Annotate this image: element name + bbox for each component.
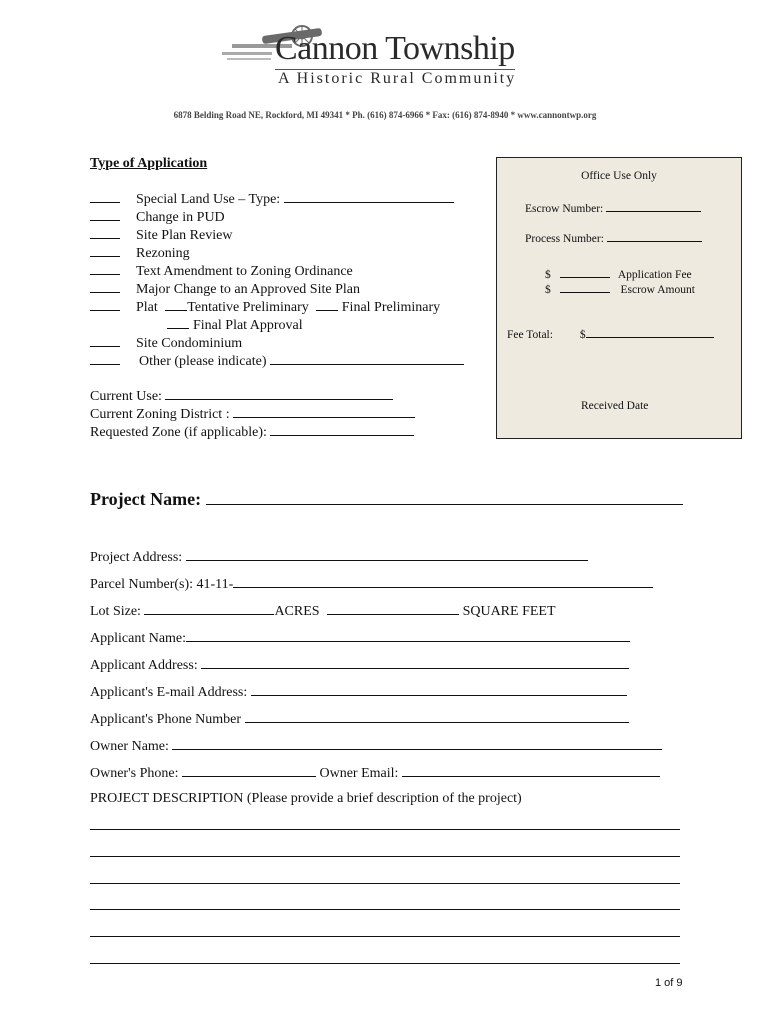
type-of-application-heading: Type of Application xyxy=(90,156,208,171)
fee-total-row: Fee Total: $ xyxy=(507,327,714,341)
checkbox-blank[interactable] xyxy=(90,226,120,239)
logo-title: Cannon Township xyxy=(275,30,515,67)
process-number-field[interactable] xyxy=(607,231,702,242)
current-use-row: Current Use: xyxy=(90,387,393,405)
owner-name-field[interactable] xyxy=(172,737,662,750)
page-number: 1 of 9 xyxy=(655,977,683,989)
township-address: 6878 Belding Road NE, Rockford, MI 49341 * Ph. (616) 874-6966 * Fax: (616) 874-8940 * www.cannontwp.org xyxy=(173,110,597,120)
applicant-email-field[interactable] xyxy=(251,683,627,696)
project-address-row: Project Address: xyxy=(90,548,588,566)
acres-field[interactable] xyxy=(144,602,274,615)
escrow-number-row: Escrow Number: xyxy=(525,201,701,215)
owner-name-row: Owner Name: xyxy=(90,737,662,755)
current-zoning-row: Current Zoning District : xyxy=(90,405,415,423)
owner-email-field[interactable] xyxy=(402,764,660,777)
lot-size-row: Lot Size: ACRES SQUARE FEET xyxy=(90,604,556,619)
office-use-box xyxy=(496,157,742,439)
application-item: Site Condominium xyxy=(90,334,242,352)
description-line[interactable] xyxy=(90,829,680,830)
parcel-number-field[interactable] xyxy=(233,575,653,588)
checkbox-blank[interactable] xyxy=(90,190,120,203)
checkbox-blank[interactable] xyxy=(90,352,120,365)
application-item: Change in PUD xyxy=(90,208,225,226)
applicant-address-field[interactable] xyxy=(201,656,629,669)
application-item: Text Amendment to Zoning Ordinance xyxy=(90,262,353,280)
application-item: Special Land Use – Type: xyxy=(90,190,454,208)
description-line[interactable] xyxy=(90,936,680,937)
parcel-number-row: Parcel Number(s): 41-11- xyxy=(90,575,653,593)
project-name-field[interactable] xyxy=(206,490,683,505)
current-use-field[interactable] xyxy=(165,387,393,400)
special-use-type-field[interactable] xyxy=(284,190,454,203)
applicant-phone-field[interactable] xyxy=(245,710,629,723)
application-fee-field[interactable] xyxy=(560,267,610,278)
applicant-email-row: Applicant's E-mail Address: xyxy=(90,683,627,701)
fee-total-field[interactable] xyxy=(586,327,714,338)
application-item: Plat Tentative Preliminary Final Preliminary xyxy=(90,298,440,316)
checkbox-blank[interactable] xyxy=(167,316,189,329)
requested-zone-field[interactable] xyxy=(270,423,414,436)
checkbox-blank[interactable] xyxy=(90,244,120,257)
escrow-number-field[interactable] xyxy=(606,201,701,212)
project-name-row: Project Name: xyxy=(90,489,683,510)
application-item: Rezoning xyxy=(90,244,190,262)
current-zoning-field[interactable] xyxy=(233,405,415,418)
applicant-name-row: Applicant Name: xyxy=(90,629,630,647)
applicant-name-field[interactable] xyxy=(186,629,630,642)
project-description-label: PROJECT DESCRIPTION (Please provide a brief description of the project) xyxy=(90,791,522,806)
received-date-label: Received Date xyxy=(581,400,649,412)
checkbox-blank[interactable] xyxy=(90,334,120,347)
application-item: Site Plan Review xyxy=(90,226,232,244)
application-item: Major Change to an Approved Site Plan xyxy=(90,280,360,298)
applicant-address-row: Applicant Address: xyxy=(90,656,629,674)
other-indicate-field[interactable] xyxy=(270,352,464,365)
checkbox-blank[interactable] xyxy=(90,262,120,275)
office-use-title: Office Use Only xyxy=(581,170,657,182)
checkbox-blank[interactable] xyxy=(316,298,338,311)
checkbox-blank[interactable] xyxy=(90,208,120,221)
description-line[interactable] xyxy=(90,856,680,857)
application-item: Other (please indicate) xyxy=(90,352,464,370)
square-feet-field[interactable] xyxy=(327,602,459,615)
application-item: Final Plat Approval xyxy=(167,316,303,334)
project-address-field[interactable] xyxy=(186,548,588,561)
requested-zone-row: Requested Zone (if applicable): xyxy=(90,423,414,441)
description-line[interactable] xyxy=(90,909,680,910)
description-line[interactable] xyxy=(90,883,680,884)
applicant-phone-row: Applicant's Phone Number xyxy=(90,710,629,728)
logo-subtitle: A Historic Rural Community xyxy=(278,70,517,87)
description-line[interactable] xyxy=(90,963,680,964)
checkbox-blank[interactable] xyxy=(90,298,120,311)
owner-phone-field[interactable] xyxy=(182,764,316,777)
owner-contact-row: Owner's Phone: Owner Email: xyxy=(90,764,660,782)
checkbox-blank[interactable] xyxy=(165,298,187,311)
checkbox-blank[interactable] xyxy=(90,280,120,293)
escrow-amount-row: $ Escrow Amount xyxy=(545,284,695,296)
escrow-amount-field[interactable] xyxy=(560,282,610,293)
process-number-row: Process Number: xyxy=(525,231,702,245)
application-fee-row: $ Application Fee xyxy=(545,269,692,281)
